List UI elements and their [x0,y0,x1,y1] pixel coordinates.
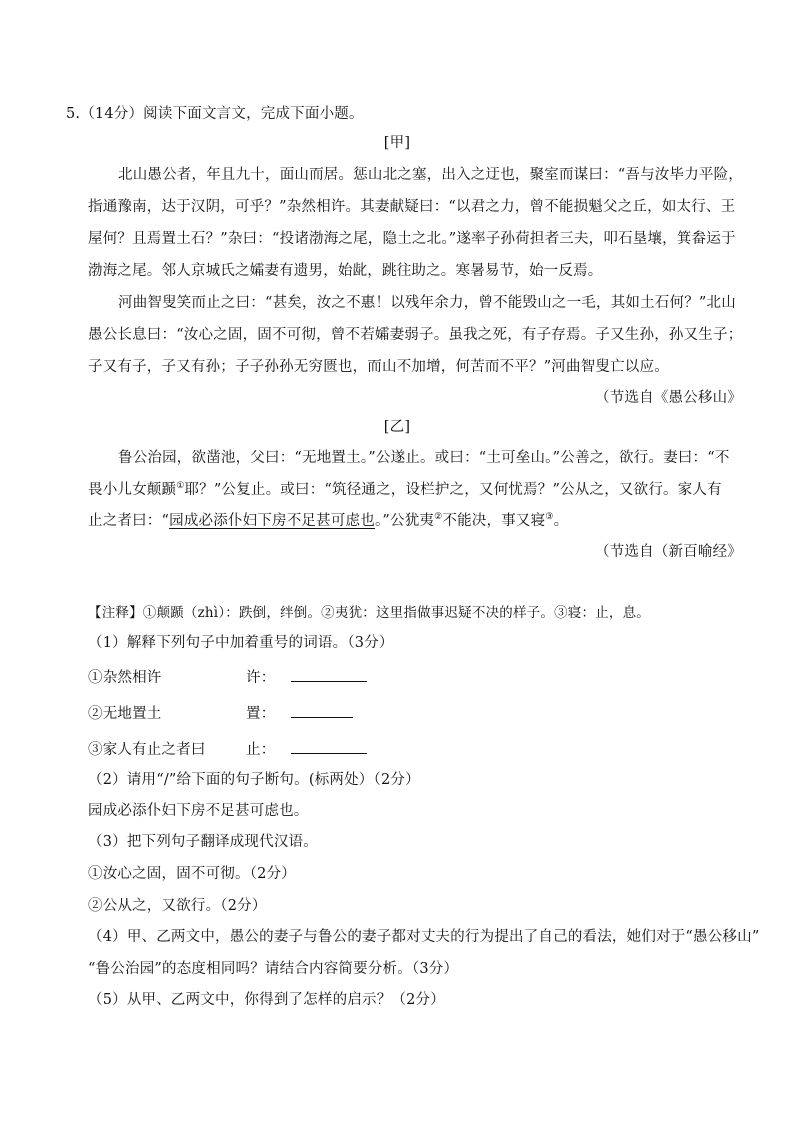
passage-line: 河曲智叟笑而止之曰：“甚矣，汝之不惠！以残年余力，曾不能毁山之一毛，其如土石何？”北山 [118,295,736,311]
passage-jia-label: [甲] [383,135,411,151]
underlined-sentence: 园成必添仆妇下房不足甚可虑也 [169,513,375,529]
item-word: 止： [246,742,276,758]
text-segment: 耶？”公复止。或曰：“筑径通之，设栏护之，又何忧焉？”公从之，又欲行。家人有 [184,482,722,498]
footnote-marker: ① [176,481,185,492]
item-sentence: ③家人有止之者曰 [88,742,206,758]
question-3-stem: （3）把下列句子翻译成现代汉语。 [88,834,318,850]
item-word: 许： [246,670,276,686]
answer-blank[interactable] [291,703,353,718]
question-3-item: ①汝心之固，固不可彻。（2分） [88,866,296,882]
question-4-line: （4）甲、乙两文中，愚公的妻子与鲁公的妻子都对丈夫的行为提出了自己的看法，她们对于“愚公移山” [88,929,760,945]
question-3-item: ②公从之，又欲行。（2分） [88,898,267,914]
passage-line: 北山愚公者，年且九十，面山而居。惩山北之塞，出入之迂也，聚室而谋曰：“吾与汝毕力平险， [118,167,744,183]
passage-line: 渤海之尾。邻人京城氏之孀妻有遗男，始龀，跳往助之。寒暑易节，始一反焉。 [88,263,603,279]
item-word: 置： [246,706,276,722]
passage-line: 指通豫南，达于汉阴，可乎？”杂然相许。其妻献疑曰：“以君之力，曾不能损魁父之丘，如太行、王 [88,199,736,215]
text-segment: 不能决，事又寝 [442,513,546,529]
passage-line: 屋何？且焉置土石？”杂曰：“投诸渤海之尾，隐土之北。”遂率子孙荷担者三夫，叩石垦壤，箕畚运于 [88,231,736,247]
item-sentence: ②无地置土 [88,706,162,722]
text-segment: 畏小儿女颠踬 [88,482,177,498]
question-1-item [88,667,367,688]
passage-yi-source: （节选自（新百喻经》 [595,544,742,560]
answer-blank[interactable] [291,667,367,682]
question-1-item [88,739,367,760]
question-1-stem: （1）解释下列句子中加着重号的词语。（3分） [88,635,394,651]
annotation-notes: 【注释】①颠踬（zhì）：跌倒，绊倒。②夷犹：这里指做事迟疑不决的样子。③寝：止，息。 [88,605,650,621]
passage-yi-label: [乙] [383,419,411,435]
text-segment: 止之者曰：“ [88,513,170,529]
footnote-marker: ③ [545,512,554,523]
passage-line: 子又有子，子又有孙；子子孙孙无穷匮也，而山不加增，何苦而不平？”河曲智叟亡以应。 [88,359,669,375]
answer-blank[interactable] [291,739,367,754]
passage-line: 鲁公治园，欲凿池，父曰：“无地置土。”公遂止。或曰：“土可垒山。”公善之，欲行。妻曰：“不 [118,450,730,466]
passage-jia-source: （节选自《愚公移山》 [595,390,742,406]
text-segment: 。 [553,513,569,529]
item-sentence: ①杂然相许 [88,670,162,686]
question-2-stem: （2）请用“/”给下面的句子断句。(标两处）（2分） [88,772,420,788]
question-1-item [88,703,353,724]
passage-line: 愚公长息曰：“汝心之固，固不可彻，曾不若孀妻弱子。虽我之死，有子存焉。子又生孙，孙又生子； [88,327,743,343]
passage-line [88,480,722,500]
question-2-sentence: 园成必添仆妇下房不足甚可虑也。 [88,803,309,819]
text-segment: 。”公犹夷 [374,513,435,529]
footnote-marker: ② [434,512,443,523]
question-4-line: “鲁公治园”的态度相同吗？请结合内容简要分析。（3分） [88,961,459,977]
passage-line [88,511,568,531]
question-header: 5.（14分）阅读下面文言文，完成下面小题。 [66,106,364,122]
question-5-stem: （5）从甲、乙两文中，你得到了怎样的启示？（2分） [88,992,445,1008]
